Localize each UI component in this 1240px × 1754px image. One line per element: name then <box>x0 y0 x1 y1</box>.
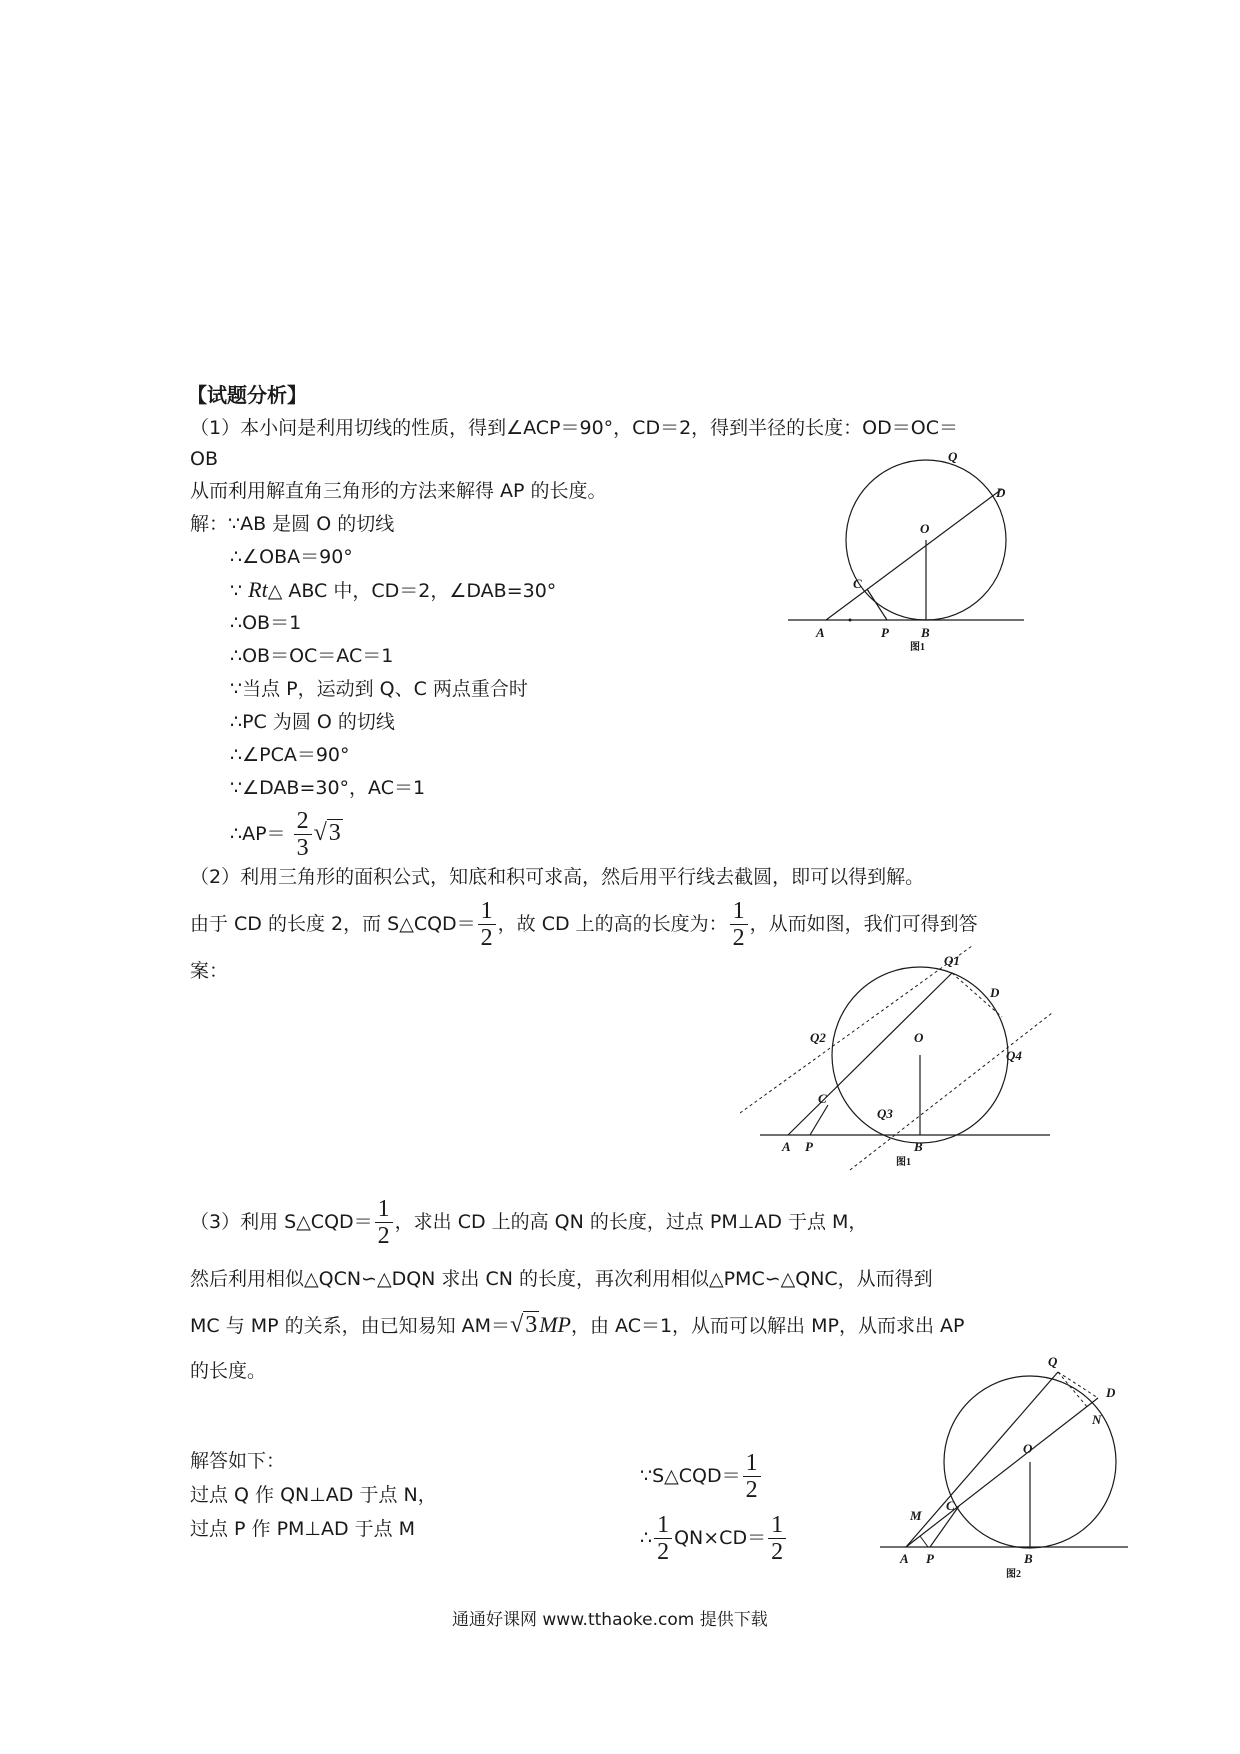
label-a: A <box>782 1139 791 1154</box>
figure-caption: 图1 <box>896 1157 911 1168</box>
label-q1: Q1 <box>944 953 960 968</box>
label-o: O <box>920 521 930 536</box>
figure-2 <box>860 1350 1140 1590</box>
because-symbol: ∵ <box>230 580 243 602</box>
solution-step-7: ∴PC 为圆 O 的切线 <box>230 711 395 733</box>
label-b: B <box>1024 1551 1033 1566</box>
part3-line2: 然后利用相似△QCN∽△DQN 求出 CN 的长度，再次利用相似△PMC∽△QNC，从而得到 <box>190 1268 933 1290</box>
part2-line2 <box>190 898 978 951</box>
answer-right-2 <box>640 1512 788 1565</box>
fraction-one-half: $\frac{1}{2}$ <box>478 898 496 951</box>
part3-line3-text-a: MC 与 MP 的关系，由已知易知 AM＝ <box>190 1315 511 1337</box>
rt-symbol: Rt <box>248 577 268 602</box>
label-p: P <box>926 1551 934 1566</box>
answer-right-1 <box>640 1450 763 1503</box>
answer-right-1-text: ∵S△CQD＝ <box>640 1465 741 1487</box>
solution-step-10 <box>230 808 343 861</box>
therefore-symbol: ∴ <box>640 1527 653 1549</box>
label-c: C <box>946 1498 955 1513</box>
part3-line4: 的长度。 <box>190 1360 267 1382</box>
part1-line1b: OB <box>190 448 218 470</box>
fraction-one-half: $\frac{1}{2}$ <box>654 1512 672 1565</box>
answer-line-2: 过点 P 作 PM⊥AD 于点 M <box>190 1518 416 1540</box>
label-q: Q <box>1048 1354 1058 1369</box>
part3-line1-text-b: ，求出 CD 上的高 QN 的长度，过点 PM⊥AD 于点 M， <box>394 1211 868 1233</box>
solution-step-3-text: △ ABC 中，CD＝2，∠DAB=30° <box>267 580 557 602</box>
fraction-one-half: $\frac{1}{2}$ <box>768 1512 786 1565</box>
label-q3: Q3 <box>877 1106 893 1121</box>
answer-title: 解答如下： <box>190 1450 286 1472</box>
part3-line1-text-a: （3）利用 S△CQD＝ <box>190 1211 373 1233</box>
label-b: B <box>914 1139 923 1154</box>
fraction-one-half: $\frac{1}{2}$ <box>743 1450 761 1503</box>
label-c: C <box>818 1091 827 1106</box>
part2-line2-text-b: ，故 CD 上的高的长度为： <box>497 913 728 935</box>
part3-line1 <box>190 1196 867 1249</box>
answer-right-2-text: QN×CD＝ <box>674 1527 767 1549</box>
solution-step-9: ∵∠DAB=30°，AC＝1 <box>230 777 426 799</box>
sqrt-three: √3 <box>313 820 341 846</box>
label-o: O <box>1023 1441 1033 1456</box>
answer-line-1: 过点 Q 作 QN⊥AD 于点 N， <box>190 1484 437 1506</box>
label-d: D <box>996 485 1006 500</box>
figure-1 <box>780 445 1040 660</box>
part2-line2-text-c: ，从而如图，我们可得到答 <box>749 913 978 935</box>
label-m: M <box>910 1508 922 1523</box>
label-a: A <box>816 625 825 640</box>
label-c: C <box>853 576 862 591</box>
fraction-one-half: $\frac{1}{2}$ <box>375 1196 393 1249</box>
solution-step-5: ∴OB＝OC＝AC＝1 <box>230 645 394 667</box>
part1-line2: 从而利用解直角三角形的方法来解得 AP 的长度。 <box>190 480 607 502</box>
solution-step-3 <box>230 577 556 604</box>
section-heading: 【试题分析】 <box>187 383 307 407</box>
mp-symbol: MP <box>539 1312 571 1337</box>
label-q2: Q2 <box>810 1030 826 1045</box>
solution-step-2: ∴∠OBA＝90° <box>230 546 353 568</box>
label-q4: Q4 <box>1006 1048 1022 1063</box>
label-b: B <box>921 625 930 640</box>
label-a: A <box>900 1551 909 1566</box>
solution-step-4: ∴OB＝1 <box>230 612 302 634</box>
fraction-two-thirds: $\frac{2}{3}$ <box>294 808 312 861</box>
label-o: O <box>914 1030 924 1045</box>
ap-label: ∴AP＝ <box>230 823 286 845</box>
solution-step-6: ∵当点 P，运动到 Q、C 两点重合时 <box>230 678 528 700</box>
label-p: P <box>805 1139 813 1154</box>
solution-step-1: 解：∵AB 是圆 O 的切线 <box>190 513 395 535</box>
part2-line1: （2）利用三角形的面积公式，知底和积可求高，然后用平行线去截圆，即可以得到解。 <box>190 866 925 888</box>
figure-caption: 图2 <box>1006 1569 1021 1580</box>
figure-1b <box>740 945 1070 1175</box>
sqrt-three: √3 <box>510 1312 538 1338</box>
part3-line3 <box>190 1312 964 1339</box>
footer-text: 通通好课网 www.tthaoke.com 提供下载 <box>452 1610 768 1630</box>
part3-line3-text-b: ，由 AC＝1，从而可以解出 MP，从而求出 AP <box>571 1315 965 1337</box>
part1-line1: （1）本小问是利用切线的性质，得到∠ACP＝90°，CD＝2，得到半径的长度：OD＝OC＝ <box>190 417 958 439</box>
part2-line3: 案： <box>190 960 229 982</box>
label-n: N <box>1092 1412 1102 1427</box>
fraction-one-half: $\frac{1}{2}$ <box>730 898 748 951</box>
label-q: Q <box>948 449 958 464</box>
figure-caption: 图1 <box>910 642 925 653</box>
label-d: D <box>1106 1385 1116 1400</box>
part2-line2-text-a: 由于 CD 的长度 2，而 S△CQD＝ <box>190 913 476 935</box>
label-p: P <box>881 625 889 640</box>
label-d: D <box>990 985 1000 1000</box>
solution-step-8: ∴∠PCA＝90° <box>230 744 350 766</box>
